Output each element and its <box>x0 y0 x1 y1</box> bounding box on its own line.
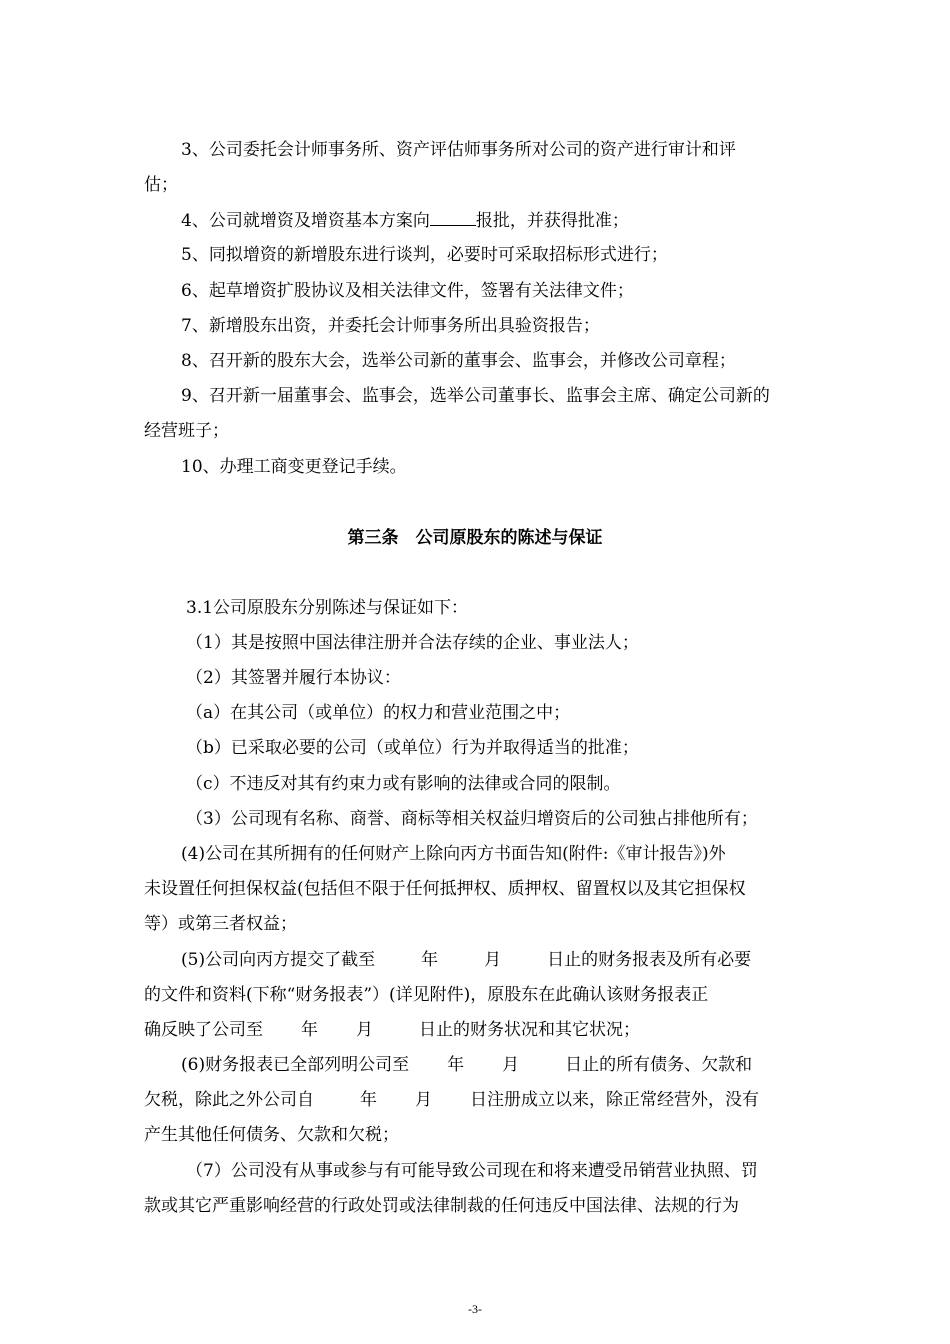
clause-1: （1）其是按照中国法律注册并合法存续的企业、事业法人； <box>186 633 639 653</box>
item-3-line-1: 3、公司委托会计师事务所、资产评估师事务所对公司的资产进行审计和评 <box>181 140 736 160</box>
item-10: 10、办理工商变更登记手续。 <box>181 457 407 477</box>
clause-2: （2）其签署并履行本协议： <box>186 668 401 688</box>
item-6: 6、起草增资扩股协议及相关法律文件，签署有关法律文件； <box>181 281 634 301</box>
clause-3-1: 3.1公司原股东分别陈述与保证如下： <box>186 598 469 618</box>
month-label: 月 <box>484 950 502 970</box>
month-label: 月 <box>415 1090 432 1110</box>
clause-6-line-2 <box>144 1089 814 1111</box>
clause-6-text-h: 日注册成立以来，除正常经营外，没有 <box>470 1090 759 1110</box>
clause-b: （b）已采取必要的公司（或单位）行为并取得适当的批准； <box>186 738 639 758</box>
clause-4-line-1: (4)公司在其所拥有的任何财产上除向丙方书面告知(附件:《审计报告》)外 <box>181 844 726 864</box>
clause-6-line-1 <box>181 1054 851 1076</box>
clause-5-text-e: 确反映了公司至 <box>144 1020 263 1040</box>
year-label: 年 <box>360 1090 377 1110</box>
clause-3: （3）公司现有名称、商誉、商标等相关权益归增资后的公司独占排他所有； <box>186 809 758 829</box>
item-9-line-1: 9、召开新一届董事会、监事会，选举公司董事长、监事会主席、确定公司新的 <box>181 386 770 406</box>
clause-5-line-1 <box>181 949 851 971</box>
clause-5-text-d: 日止的财务报表及所有必要 <box>547 950 752 970</box>
clause-5-line-2: 的文件和资料(下称“财务报表”）(详见附件)，原股东在此确认该财务报表正 <box>144 985 709 1005</box>
item-9-line-2: 经营班子； <box>144 421 229 441</box>
blank-underline <box>430 209 476 226</box>
clause-6-text-e: 欠税，除此之外公司自 <box>144 1090 314 1110</box>
clause-4-line-2: 未设置任何担保权益(包括但不限于任何抵押权、质押权、留置权以及其它担保权 <box>144 879 746 899</box>
month-label: 月 <box>502 1055 520 1075</box>
item-4-prefix: 4、公司就增资及增资基本方案向 <box>181 211 430 231</box>
page-number: -3- <box>468 1302 482 1316</box>
item-3-line-2: 估； <box>144 175 178 195</box>
item-4-suffix: 报批，并获得批准； <box>475 211 629 231</box>
item-8: 8、召开新的股东大会，选举公司新的董事会、监事会，并修改公司章程； <box>181 351 736 371</box>
year-label: 年 <box>421 950 439 970</box>
clause-c: （c）不违反对其有约束力或有影响的法律或合同的限制。 <box>186 774 621 794</box>
clause-6-line-3: 产生其他任何债务、欠款和欠税； <box>144 1125 399 1145</box>
item-4 <box>181 209 851 232</box>
clause-7-line-1: （7）公司没有从事或参与有可能导致公司现在和将来遭受吊销营业执照、罚 <box>186 1161 758 1181</box>
clause-5-line-3 <box>144 1019 814 1041</box>
month-label: 月 <box>356 1020 373 1040</box>
clause-6-text-a: (6)财务报表已全部列明公司至 <box>181 1055 410 1075</box>
item-7: 7、新增股东出资，并委托会计师事务所出具验资报告； <box>181 316 600 336</box>
year-label: 年 <box>447 1055 465 1075</box>
clause-4-line-3: 等）或第三者权益； <box>144 914 297 934</box>
year-label: 年 <box>301 1020 318 1040</box>
clause-6-text-d: 日止的所有债务、欠款和 <box>565 1055 753 1075</box>
article-3-heading: 第三条 公司原股东的陈述与保证 <box>347 528 603 548</box>
clause-5-text-h: 日止的财务状况和其它状况； <box>419 1020 640 1040</box>
clause-5-text-a: (5)公司向丙方提交了截至 <box>181 950 376 970</box>
item-5: 5、同拟增资的新增股东进行谈判，必要时可采取招标形式进行； <box>181 245 668 265</box>
clause-a: （a）在其公司（或单位）的权力和营业范围之中； <box>186 703 571 723</box>
clause-7-line-2: 款或其它严重影响经营的行政处罚或法律制裁的任何违反中国法律、法规的行为 <box>144 1196 739 1216</box>
